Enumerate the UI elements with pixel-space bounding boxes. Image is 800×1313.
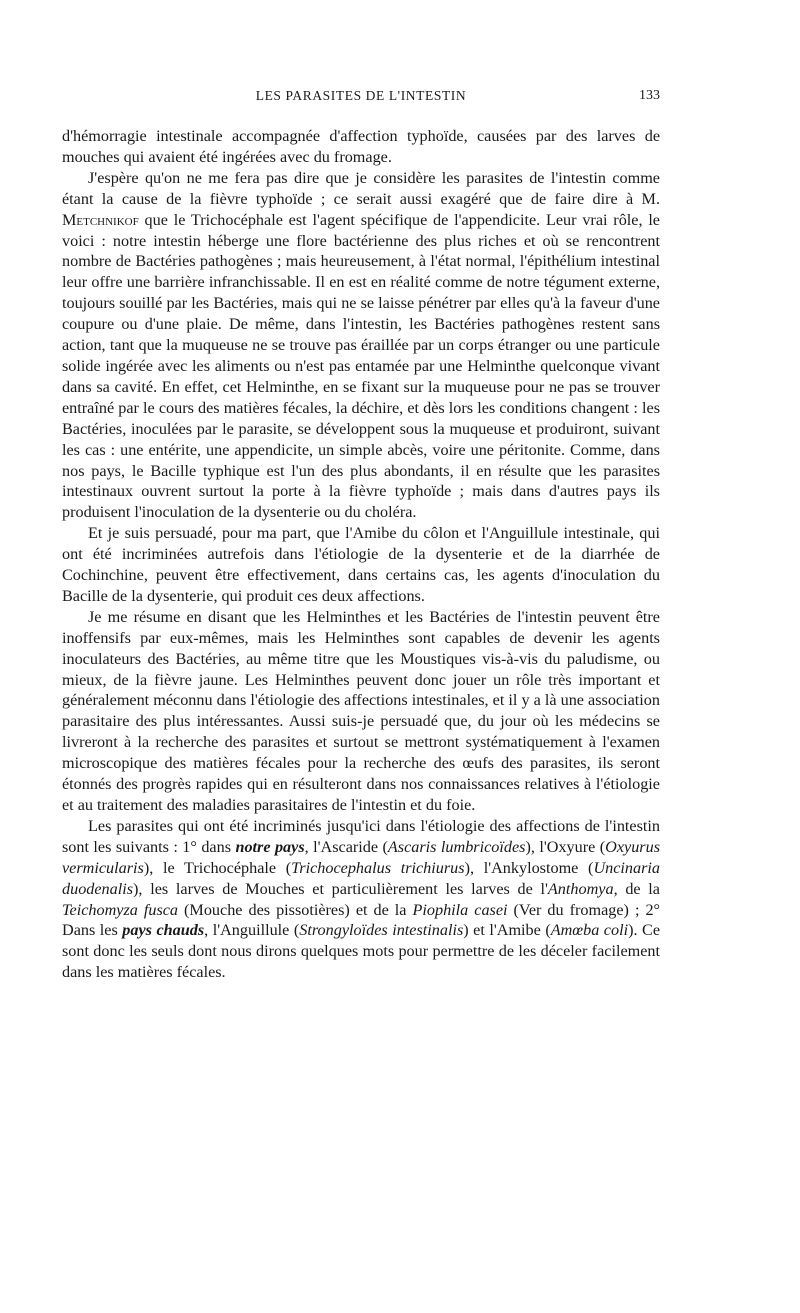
- paragraph-5: [62, 816, 660, 983]
- species-amoeba: Amœba coli: [550, 921, 629, 940]
- p5-text-8: (Mouche des pissotières) et de la: [178, 900, 413, 919]
- species-anthomya: Anthomya: [547, 879, 614, 898]
- body-text: [62, 126, 660, 983]
- species-piophila: Piophila casei: [412, 900, 508, 919]
- species-trichocephalus: Trichocephalus trichiurus: [291, 858, 465, 877]
- author-name-metchnikof: Metchnikof: [62, 210, 139, 229]
- species-teichomyza: Teichomyza fusca: [62, 900, 179, 919]
- species-oxyurus: Oxyurus vermicularis: [62, 837, 661, 877]
- p5-text-4: ), le Trichocéphale (: [143, 858, 292, 877]
- species-ascaris: Ascaris lumbricoïdes: [387, 837, 526, 856]
- emphasis-pays-chauds: pays chauds: [122, 921, 205, 940]
- species-strongyloides: Strongyloïdes intestinalis: [299, 921, 464, 940]
- paragraph-4: Je me résume en disant que les Helminthes et les Bactéries de l'intestin peuvent être inoffensifs par eux-mêmes, mais les Helminthes sont capables de devenir les agents inoculateurs des Bactéries, au même titre que les Moustiques vis-à-vis du paludisme, ou mieux, de la fièvre jaune. Les Helminthes peuvent donc jouer un rôle très important et généralement méconnu dans l'étiologie des affections intestinales, et il y a là une association parasitaire des plus intéressantes. Aussi suis-je persuadé que, du jour où les médecins se livreront à la recherche des parasites et surtout se mettront systématiquement à l'examen microscopique des matières fécales pour la recherche des œufs des parasites, ils seront étonnés des progrès rapides qui en résulteront dans nos connaissances relatives à l'étiologie et au traitement des maladies parasitaires de l'intestin et du foie.: [62, 607, 660, 814]
- paragraph-1: d'hémorragie intestinale accompagnée d'affection typhoïde, causées par des larves de mouches qui avaient été ingérées avec du fromage.: [62, 127, 660, 166]
- species-uncinaria: Uncinaria duodenalis: [62, 858, 660, 898]
- p5-text-11: ) et l'Amibe (: [463, 921, 551, 940]
- p5-text-3: ), l'Oxyure (: [525, 837, 606, 856]
- p5-text-7: , de la: [613, 879, 660, 898]
- paragraph-2-part-a: J'espère qu'on ne me fera pas dire que je considère les parasites de l'intestin comme étant la cause de la fièvre typhoïde ; ce serait aussi exagéré que de faire dire à M.: [62, 168, 660, 208]
- p5-text-10: , l'Anguillule (: [204, 921, 300, 940]
- p5-text-1: Les parasites qui ont été incriminés jusqu'ici dans l'étiologie des affections de l'intestin sont les suivants : 1° dans: [62, 816, 660, 856]
- p5-text-2: , l'Ascaride (: [304, 837, 388, 856]
- page-number: 133: [639, 88, 660, 103]
- paragraph-3: Et je suis persuadé, pour ma part, que l'Amibe du côlon et l'Anguillule intestinale, qui ont été incriminées autrefois dans l'étiologie de la dysenterie et de la diarrhée de Cochinchine, peuvent être effectivement, dans certains cas, les agents d'inoculation du Bacille de la dysenterie, qui produit ces deux affections.: [62, 524, 660, 605]
- page-header: [62, 88, 660, 114]
- p5-text-12: ). Ce sont donc les seuls dont nous dirons quelques mots pour permettre de les déceler facilement dans les matières fécales.: [62, 921, 661, 982]
- p5-text-5: ), l'Ankylostome (: [464, 858, 594, 877]
- p5-text-9: (Ver du fromage) ; 2° Dans les: [62, 900, 661, 940]
- running-title: LES PARASITES DE L'INTESTIN: [255, 88, 467, 103]
- paragraph-2-part-c: que le Trichocéphale est l'agent spécifique de l'appendicite. Leur vrai rôle, le voici : notre intestin héberge une flore bactérienne des plus riches et où se rencontrent nombre de Bactéries pathogènes ; mais heureusement, à l'état normal, l'épithélium intestinal leur offre une barrière infranchissable. Il en est en réalité comme de notre tégument externe, toujours souillé par les Bactéries, mais qui ne se laisse pénétrer par elles qu'à la faveur d'une coupure ou d'une plaie. De même, dans l'intestin, les Bactéries pathogènes restent sans action, tant que la muqueuse ne se trouve pas éraillée par un corps étranger ou une particule solide ingérée avec les aliments ou n'est pas entamée par une Helminthe quelconque vivant dans sa cavité. En effet, cet Helminthe, en se fixant sur la muqueuse pour ne pas se trouver entraîné par le cours des matières fécales, la déchire, et dès lors les conditions changent : les Bactéries, inoculées par le parasite, se développent sous la muqueuse et produiront, suivant les cas : une entérite, une appendicite, un simple abcès, voire une péritonite. Comme, dans nos pays, le Bacille typhique est l'un des plus abondants, il en résulte que les parasites intestinaux ouvrent surtout la porte à la fièvre typhoïde ; mais dans d'autres pays ils produisent l'inoculation de la dysenterie ou du choléra.: [62, 210, 660, 522]
- emphasis-notre-pays: notre pays: [235, 837, 305, 856]
- p5-text-6: ), les larves de Mouches et particulièrement les larves de l': [133, 879, 548, 898]
- paragraph-2: [62, 168, 660, 523]
